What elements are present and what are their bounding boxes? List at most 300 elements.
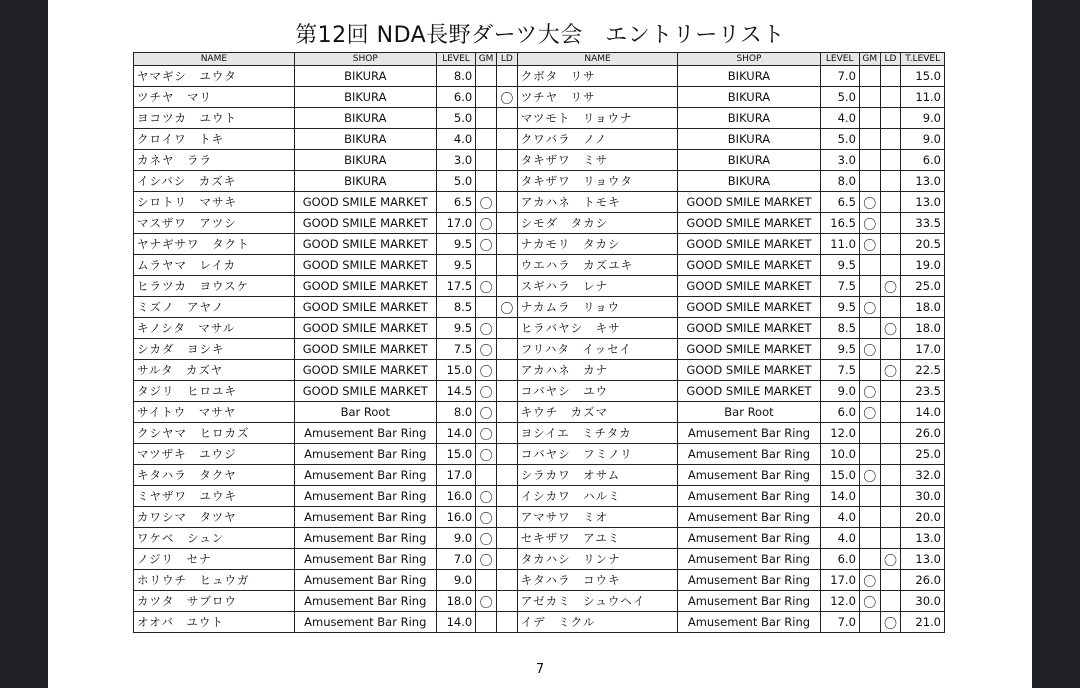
player2-name: タキザワ ミサ	[517, 150, 678, 171]
page-number: 7	[535, 662, 545, 677]
player2-gm-mark	[859, 360, 880, 381]
player1-shop: BIKURA	[294, 129, 436, 150]
table-row	[134, 108, 945, 129]
player2-shop: BIKURA	[678, 171, 820, 192]
player1-shop: Amusement Bar Ring	[294, 549, 436, 570]
team-total-level: 32.0	[901, 465, 945, 486]
player2-shop: BIKURA	[678, 129, 820, 150]
team-total-level: 15.0	[901, 66, 945, 87]
player1-gm-mark: 〇	[476, 423, 497, 444]
player1-level: 6.0	[436, 87, 475, 108]
player1-shop: GOOD SMILE MARKET	[294, 234, 436, 255]
player2-gm-mark	[859, 171, 880, 192]
team-total-level: 22.5	[901, 360, 945, 381]
team-total-level: 21.0	[901, 612, 945, 633]
player1-level: 18.0	[436, 591, 475, 612]
player1-name: イシバシ カズキ	[134, 171, 295, 192]
header-level-2: LEVEL	[820, 53, 859, 66]
player1-level: 16.0	[436, 507, 475, 528]
player1-name: ノジリ セナ	[134, 549, 295, 570]
player2-ld-mark	[880, 192, 901, 213]
player1-shop: GOOD SMILE MARKET	[294, 255, 436, 276]
player2-shop: GOOD SMILE MARKET	[678, 318, 820, 339]
team-total-level: 9.0	[901, 108, 945, 129]
player2-shop: Amusement Bar Ring	[678, 528, 820, 549]
player2-level: 4.0	[820, 108, 859, 129]
table-row	[134, 297, 945, 318]
player2-shop: Amusement Bar Ring	[678, 423, 820, 444]
player2-gm-mark	[859, 444, 880, 465]
player2-ld-mark	[880, 171, 901, 192]
player1-shop: BIKURA	[294, 171, 436, 192]
player1-name: クロイワ トキ	[134, 129, 295, 150]
player1-gm-mark: 〇	[476, 507, 497, 528]
player1-gm-mark	[476, 66, 497, 87]
player2-name: スギハラ レナ	[517, 276, 678, 297]
player1-gm-mark: 〇	[476, 591, 497, 612]
player1-shop: BIKURA	[294, 108, 436, 129]
player1-level: 15.0	[436, 360, 475, 381]
player1-ld-mark: 〇	[496, 87, 517, 108]
player2-shop: BIKURA	[678, 87, 820, 108]
player2-gm-mark	[859, 549, 880, 570]
team-total-level: 30.0	[901, 591, 945, 612]
player1-level: 3.0	[436, 150, 475, 171]
team-total-level: 13.0	[901, 549, 945, 570]
player1-gm-mark	[476, 297, 497, 318]
header-name-1: NAME	[134, 53, 295, 66]
player1-gm-mark: 〇	[476, 381, 497, 402]
player2-shop: BIKURA	[678, 108, 820, 129]
player2-gm-mark: 〇	[859, 591, 880, 612]
team-total-level: 13.0	[901, 171, 945, 192]
player1-ld-mark	[496, 276, 517, 297]
player1-gm-mark: 〇	[476, 486, 497, 507]
player2-shop: GOOD SMILE MARKET	[678, 381, 820, 402]
header-level-1: LEVEL	[436, 53, 475, 66]
player2-level: 15.0	[820, 465, 859, 486]
player1-gm-mark: 〇	[476, 234, 497, 255]
player1-shop: Amusement Bar Ring	[294, 591, 436, 612]
player1-gm-mark	[476, 465, 497, 486]
player2-name: クワバラ ノノ	[517, 129, 678, 150]
player1-name: サルタ カズヤ	[134, 360, 295, 381]
table-row	[134, 381, 945, 402]
player2-shop: Amusement Bar Ring	[678, 444, 820, 465]
table-row	[134, 507, 945, 528]
team-total-level: 26.0	[901, 423, 945, 444]
table-row	[134, 402, 945, 423]
table-row	[134, 465, 945, 486]
player1-gm-mark	[476, 87, 497, 108]
player2-level: 9.5	[820, 255, 859, 276]
player2-ld-mark	[880, 213, 901, 234]
player2-name: コバヤシ フミノリ	[517, 444, 678, 465]
player1-ld-mark	[496, 612, 517, 633]
player2-level: 3.0	[820, 150, 859, 171]
team-total-level: 9.0	[901, 129, 945, 150]
player2-level: 7.5	[820, 360, 859, 381]
player1-shop: GOOD SMILE MARKET	[294, 213, 436, 234]
table-row	[134, 213, 945, 234]
player2-name: タキザワ リョウタ	[517, 171, 678, 192]
player2-gm-mark: 〇	[859, 297, 880, 318]
player1-gm-mark: 〇	[476, 402, 497, 423]
player1-ld-mark	[496, 528, 517, 549]
player2-shop: GOOD SMILE MARKET	[678, 234, 820, 255]
table-row	[134, 276, 945, 297]
player1-level: 17.5	[436, 276, 475, 297]
player2-ld-mark	[880, 108, 901, 129]
table-row	[134, 318, 945, 339]
player1-level: 14.0	[436, 612, 475, 633]
player2-gm-mark: 〇	[859, 213, 880, 234]
page-title: 第12回 NDA長野ダーツ大会 エントリーリスト	[295, 23, 785, 48]
player2-shop: Amusement Bar Ring	[678, 465, 820, 486]
team-total-level: 26.0	[901, 570, 945, 591]
player2-gm-mark	[859, 66, 880, 87]
player1-gm-mark: 〇	[476, 528, 497, 549]
player2-name: コバヤシ ユウ	[517, 381, 678, 402]
player2-ld-mark	[880, 444, 901, 465]
player1-name: サイトウ マサヤ	[134, 402, 295, 423]
player1-gm-mark	[476, 570, 497, 591]
player2-shop: Amusement Bar Ring	[678, 570, 820, 591]
player1-ld-mark	[496, 444, 517, 465]
player2-ld-mark	[880, 528, 901, 549]
player1-level: 17.0	[436, 213, 475, 234]
player2-level: 17.0	[820, 570, 859, 591]
player1-level: 16.0	[436, 486, 475, 507]
team-total-level: 33.5	[901, 213, 945, 234]
player1-ld-mark	[496, 66, 517, 87]
table-row	[134, 549, 945, 570]
player2-name: ナカムラ リョウ	[517, 297, 678, 318]
player2-level: 4.0	[820, 528, 859, 549]
player2-shop: BIKURA	[678, 150, 820, 171]
player2-level: 8.0	[820, 171, 859, 192]
player2-ld-mark	[880, 423, 901, 444]
player2-gm-mark	[859, 150, 880, 171]
player2-level: 11.0	[820, 234, 859, 255]
player1-shop: Amusement Bar Ring	[294, 507, 436, 528]
player1-ld-mark	[496, 486, 517, 507]
player2-gm-mark	[859, 276, 880, 297]
table-row	[134, 360, 945, 381]
player2-gm-mark	[859, 108, 880, 129]
player1-name: キノシタ マサル	[134, 318, 295, 339]
player1-ld-mark	[496, 213, 517, 234]
player2-name: マツモト リョウナ	[517, 108, 678, 129]
player1-level: 6.5	[436, 192, 475, 213]
player1-ld-mark	[496, 465, 517, 486]
player2-ld-mark: 〇	[880, 318, 901, 339]
player1-name: ヤナギサワ タクト	[134, 234, 295, 255]
player2-name: タカハシ リンナ	[517, 549, 678, 570]
team-total-level: 13.0	[901, 528, 945, 549]
player2-gm-mark	[859, 318, 880, 339]
player1-gm-mark	[476, 108, 497, 129]
player2-level: 16.5	[820, 213, 859, 234]
player1-gm-mark: 〇	[476, 444, 497, 465]
team-total-level: 13.0	[901, 192, 945, 213]
player1-ld-mark	[496, 381, 517, 402]
player2-name: アマサワ ミオ	[517, 507, 678, 528]
player2-gm-mark	[859, 255, 880, 276]
player1-level: 9.0	[436, 570, 475, 591]
player1-shop: Amusement Bar Ring	[294, 444, 436, 465]
table-row	[134, 486, 945, 507]
player1-name: ツチヤ マリ	[134, 87, 295, 108]
player1-level: 5.0	[436, 108, 475, 129]
player2-name: ツチヤ リサ	[517, 87, 678, 108]
player1-gm-mark: 〇	[476, 192, 497, 213]
player1-shop: BIKURA	[294, 150, 436, 171]
player1-shop: Bar Root	[294, 402, 436, 423]
player2-level: 8.5	[820, 318, 859, 339]
player2-ld-mark: 〇	[880, 612, 901, 633]
document-page	[48, 0, 1032, 688]
player1-gm-mark: 〇	[476, 339, 497, 360]
player1-name: マツザキ ユウジ	[134, 444, 295, 465]
player1-level: 9.5	[436, 255, 475, 276]
player2-name: キタハラ コウキ	[517, 570, 678, 591]
player2-shop: Amusement Bar Ring	[678, 612, 820, 633]
player1-name: カネヤ ララ	[134, 150, 295, 171]
player1-level: 9.5	[436, 318, 475, 339]
team-total-level: 25.0	[901, 444, 945, 465]
player2-name: ウエハラ カズユキ	[517, 255, 678, 276]
player1-shop: Amusement Bar Ring	[294, 423, 436, 444]
player1-shop: GOOD SMILE MARKET	[294, 192, 436, 213]
player1-ld-mark	[496, 129, 517, 150]
player2-ld-mark	[880, 591, 901, 612]
player2-shop: Bar Root	[678, 402, 820, 423]
player2-gm-mark	[859, 87, 880, 108]
player2-ld-mark	[880, 234, 901, 255]
entry-list-table	[133, 52, 945, 633]
player1-gm-mark	[476, 171, 497, 192]
player2-level: 14.0	[820, 486, 859, 507]
player1-name: シカダ ヨシキ	[134, 339, 295, 360]
player1-gm-mark	[476, 255, 497, 276]
player2-level: 10.0	[820, 444, 859, 465]
player2-shop: GOOD SMILE MARKET	[678, 192, 820, 213]
player2-name: アゼカミ シュウヘイ	[517, 591, 678, 612]
player1-name: カワシマ タツヤ	[134, 507, 295, 528]
player1-ld-mark	[496, 360, 517, 381]
table-row	[134, 66, 945, 87]
player1-level: 9.0	[436, 528, 475, 549]
player2-ld-mark	[880, 465, 901, 486]
player2-ld-mark: 〇	[880, 360, 901, 381]
player2-ld-mark: 〇	[880, 276, 901, 297]
header-ld-1: LD	[496, 53, 517, 66]
player1-name: ムラヤマ レイカ	[134, 255, 295, 276]
player1-ld-mark	[496, 549, 517, 570]
player2-level: 6.0	[820, 549, 859, 570]
player1-ld-mark	[496, 570, 517, 591]
header-shop-2: SHOP	[678, 53, 820, 66]
team-total-level: 20.0	[901, 507, 945, 528]
player1-shop: GOOD SMILE MARKET	[294, 318, 436, 339]
table-row	[134, 192, 945, 213]
player2-shop: Amusement Bar Ring	[678, 507, 820, 528]
player1-shop: Amusement Bar Ring	[294, 465, 436, 486]
player2-gm-mark: 〇	[859, 465, 880, 486]
player1-shop: BIKURA	[294, 66, 436, 87]
team-total-level: 25.0	[901, 276, 945, 297]
player2-level: 9.5	[820, 297, 859, 318]
player2-ld-mark	[880, 297, 901, 318]
player2-shop: GOOD SMILE MARKET	[678, 255, 820, 276]
player1-name: シロトリ マサキ	[134, 192, 295, 213]
player1-name: マスザワ アツシ	[134, 213, 295, 234]
player1-gm-mark	[476, 612, 497, 633]
table-row	[134, 255, 945, 276]
player1-name: クシヤマ ヒロカズ	[134, 423, 295, 444]
player1-name: ヤマギシ ユウタ	[134, 66, 295, 87]
player2-level: 9.0	[820, 381, 859, 402]
player1-level: 8.0	[436, 402, 475, 423]
team-total-level: 30.0	[901, 486, 945, 507]
player2-gm-mark: 〇	[859, 234, 880, 255]
player1-level: 15.0	[436, 444, 475, 465]
team-total-level: 18.0	[901, 297, 945, 318]
player1-ld-mark	[496, 507, 517, 528]
table-row	[134, 528, 945, 549]
team-total-level: 18.0	[901, 318, 945, 339]
player2-shop: GOOD SMILE MARKET	[678, 213, 820, 234]
player1-level: 5.0	[436, 171, 475, 192]
player1-ld-mark: 〇	[496, 297, 517, 318]
player1-ld-mark	[496, 402, 517, 423]
player1-gm-mark: 〇	[476, 549, 497, 570]
player1-shop: Amusement Bar Ring	[294, 570, 436, 591]
player2-gm-mark: 〇	[859, 192, 880, 213]
table-row	[134, 612, 945, 633]
player2-level: 7.0	[820, 612, 859, 633]
player1-shop: GOOD SMILE MARKET	[294, 381, 436, 402]
player1-shop: GOOD SMILE MARKET	[294, 339, 436, 360]
player2-level: 5.0	[820, 129, 859, 150]
player1-gm-mark: 〇	[476, 360, 497, 381]
player2-level: 7.0	[820, 66, 859, 87]
player2-name: ヨシイエ ミチタカ	[517, 423, 678, 444]
player1-gm-mark: 〇	[476, 276, 497, 297]
player1-name: カツタ サブロウ	[134, 591, 295, 612]
header-ld-2: LD	[880, 53, 901, 66]
player2-level: 7.5	[820, 276, 859, 297]
player1-ld-mark	[496, 318, 517, 339]
player1-shop: GOOD SMILE MARKET	[294, 297, 436, 318]
player1-level: 9.5	[436, 234, 475, 255]
team-total-level: 11.0	[901, 87, 945, 108]
player1-gm-mark: 〇	[476, 213, 497, 234]
player1-ld-mark	[496, 423, 517, 444]
player1-name: ホリウチ ヒュウガ	[134, 570, 295, 591]
player2-gm-mark: 〇	[859, 339, 880, 360]
player2-ld-mark	[880, 129, 901, 150]
player2-gm-mark	[859, 423, 880, 444]
player2-ld-mark	[880, 570, 901, 591]
player1-name: ワケベ シュン	[134, 528, 295, 549]
player2-name: キウチ カズマ	[517, 402, 678, 423]
player1-name: ミズノ アヤノ	[134, 297, 295, 318]
player1-gm-mark	[476, 150, 497, 171]
player1-level: 4.0	[436, 129, 475, 150]
player2-shop: GOOD SMILE MARKET	[678, 360, 820, 381]
player1-level: 14.5	[436, 381, 475, 402]
player1-ld-mark	[496, 192, 517, 213]
team-total-level: 19.0	[901, 255, 945, 276]
player2-shop: GOOD SMILE MARKET	[678, 297, 820, 318]
player2-ld-mark	[880, 381, 901, 402]
player2-name: イシカワ ハルミ	[517, 486, 678, 507]
player2-level: 6.5	[820, 192, 859, 213]
player2-gm-mark: 〇	[859, 402, 880, 423]
table-row	[134, 423, 945, 444]
player1-ld-mark	[496, 150, 517, 171]
player1-ld-mark	[496, 255, 517, 276]
player2-shop: Amusement Bar Ring	[678, 486, 820, 507]
player2-name: セキザワ アユミ	[517, 528, 678, 549]
table-header-row	[134, 53, 945, 66]
player1-name: ミヤザワ ユウキ	[134, 486, 295, 507]
table-row	[134, 591, 945, 612]
header-name-2: NAME	[517, 53, 678, 66]
player2-level: 12.0	[820, 591, 859, 612]
header-gm-1: GM	[476, 53, 497, 66]
player2-gm-mark: 〇	[859, 570, 880, 591]
player2-name: イデ ミクル	[517, 612, 678, 633]
player1-level: 7.0	[436, 549, 475, 570]
player2-gm-mark	[859, 528, 880, 549]
player2-gm-mark	[859, 612, 880, 633]
header-tlevel: T.LEVEL	[901, 53, 945, 66]
player2-level: 5.0	[820, 87, 859, 108]
player1-ld-mark	[496, 234, 517, 255]
player1-shop: BIKURA	[294, 87, 436, 108]
table-row	[134, 87, 945, 108]
player2-name: ナカモリ タカシ	[517, 234, 678, 255]
player2-ld-mark	[880, 87, 901, 108]
player1-level: 8.5	[436, 297, 475, 318]
table-row	[134, 234, 945, 255]
player2-shop: GOOD SMILE MARKET	[678, 276, 820, 297]
team-total-level: 17.0	[901, 339, 945, 360]
player2-level: 6.0	[820, 402, 859, 423]
team-total-level: 20.5	[901, 234, 945, 255]
player2-ld-mark: 〇	[880, 549, 901, 570]
player2-gm-mark: 〇	[859, 381, 880, 402]
player2-name: シモダ タカシ	[517, 213, 678, 234]
team-total-level: 23.5	[901, 381, 945, 402]
player2-ld-mark	[880, 507, 901, 528]
player2-gm-mark	[859, 129, 880, 150]
table-row	[134, 150, 945, 171]
player1-shop: GOOD SMILE MARKET	[294, 360, 436, 381]
player2-shop: BIKURA	[678, 66, 820, 87]
player2-name: ヒラバヤシ キサ	[517, 318, 678, 339]
player2-gm-mark	[859, 507, 880, 528]
table-row	[134, 339, 945, 360]
player1-name: タジリ ヒロユキ	[134, 381, 295, 402]
player1-level: 7.5	[436, 339, 475, 360]
table-row	[134, 129, 945, 150]
player2-gm-mark	[859, 486, 880, 507]
player2-name: フリハタ イッセイ	[517, 339, 678, 360]
